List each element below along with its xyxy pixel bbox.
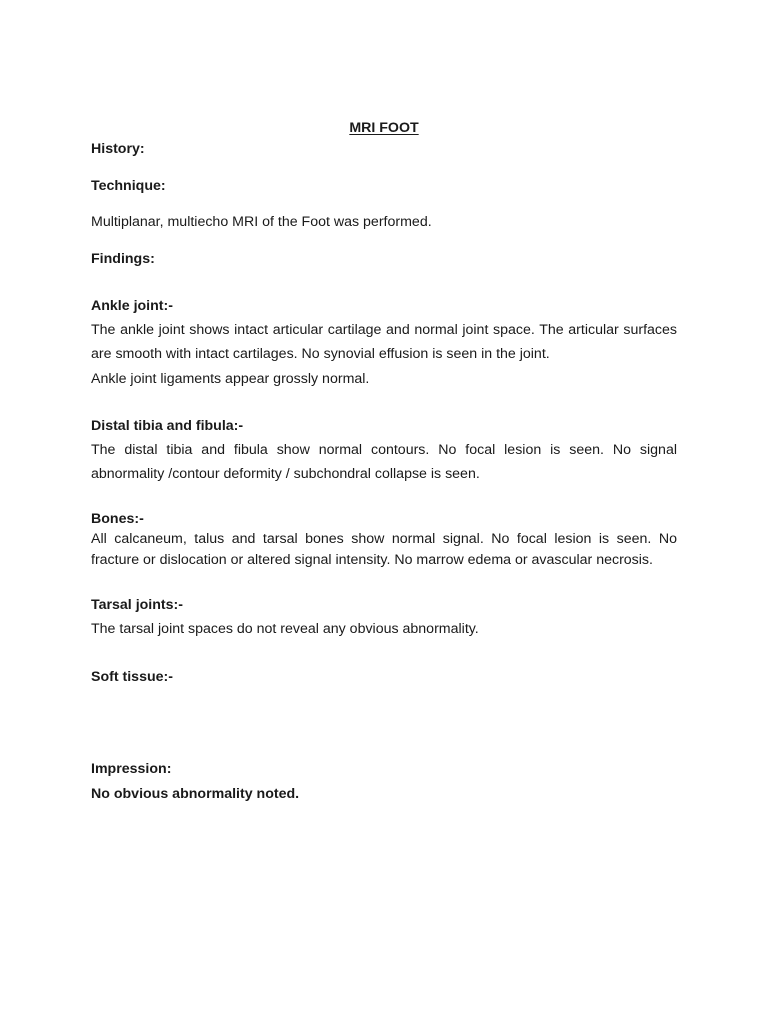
technique-text: Multiplanar, multiecho MRI of the Foot was performed. bbox=[91, 214, 432, 230]
impression-text: No obvious abnormality noted. bbox=[91, 786, 300, 802]
bones-heading: Bones:- bbox=[91, 511, 144, 527]
impression-heading: Impression: bbox=[91, 761, 172, 777]
technique-heading: Technique: bbox=[91, 178, 166, 194]
bones-text: All calcaneum, talus and tarsal bones show normal signal. No focal lesion is seen. No fracture or dislocation or altered signal intensity. No marrow edema or avascular necrosis. bbox=[91, 531, 677, 568]
report-title: MRI FOOT bbox=[349, 120, 419, 136]
ankle-joint-text: The ankle joint shows intact articular cartilage and normal joint space. The articular surfaces are smooth with intact cartilages. No synovial effusion is seen in the joint. bbox=[91, 322, 677, 362]
ankle-joint-heading: Ankle joint:- bbox=[91, 298, 173, 314]
tarsal-joints-text: The tarsal joint spaces do not reveal any obvious abnormality. bbox=[91, 621, 479, 637]
tarsal-joints-heading: Tarsal joints:- bbox=[91, 597, 183, 613]
findings-heading: Findings: bbox=[91, 251, 155, 267]
distal-tibia-fibula-heading: Distal tibia and fibula:- bbox=[91, 418, 244, 434]
soft-tissue-heading: Soft tissue:- bbox=[91, 669, 173, 685]
history-heading: History: bbox=[91, 141, 145, 157]
ankle-joint-ligaments-text: Ankle joint ligaments appear grossly normal. bbox=[91, 371, 370, 387]
distal-tibia-fibula-text: The distal tibia and fibula show normal contours. No focal lesion is seen. No signal abnormality /contour deformity / subchondral collapse is seen. bbox=[91, 442, 677, 482]
